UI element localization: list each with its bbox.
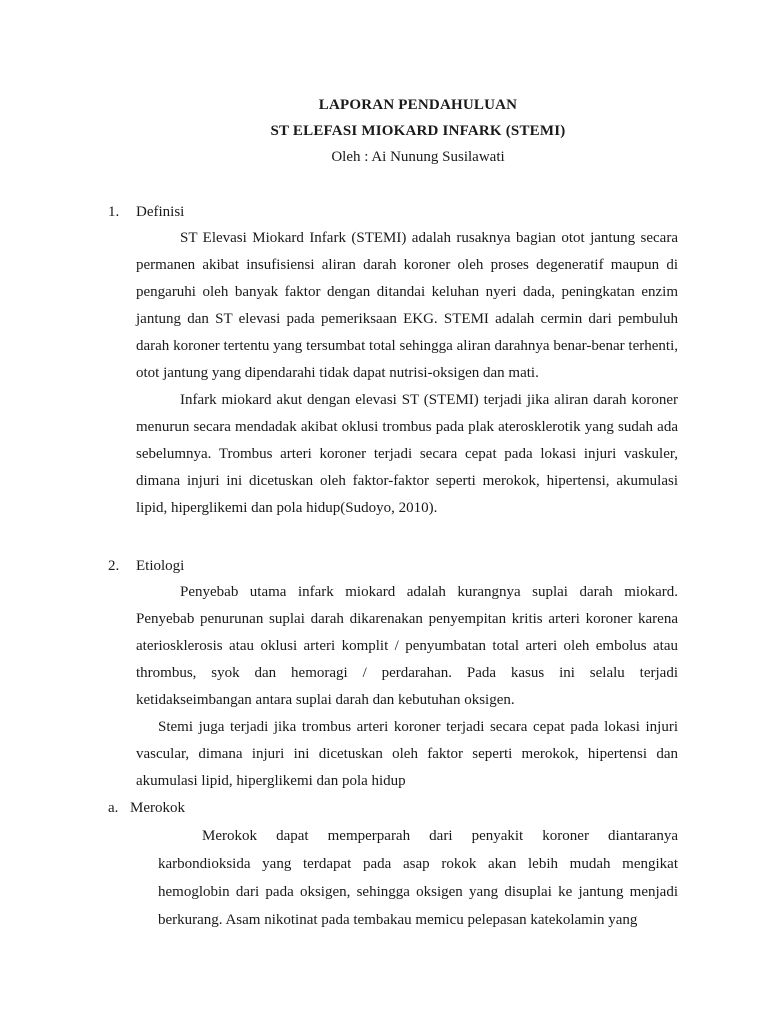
subsection-title: Merokok	[130, 800, 185, 816]
subsection-body-merokok	[158, 822, 678, 934]
subsection-heading-merokok	[108, 795, 678, 822]
section-heading-definisi	[108, 199, 678, 225]
section-heading-etiologi	[108, 553, 678, 579]
paragraph: ST Elevasi Miokard Infark (STEMI) adalah rusaknya bagian otot jantung secara permanen akibat insufisiensi aliran darah koroner oleh proses degeneratif maupun di pengaruhi oleh banyak faktor dengan ditandai keluhan nyeri dada, peningkatan enzim jantung dan ST elevasi pada pemeriksaan EKG. STEMI adalah cermin dari pembuluh darah koroner tertentu yang tersumbat total sehingga aliran darahnya benar-benar terhenti, otot jantung yang dipendarahi tidak dapat nutrisi-oksigen dan mati.	[136, 230, 678, 381]
subsection-letter: a.	[108, 800, 119, 816]
section-body-etiologi	[136, 579, 678, 795]
paragraph: Stemi juga terjadi jika trombus arteri koroner terjadi secara cepat pada lokasi injuri vascular, dimana injuri ini dicetuskan oleh faktor seperti merokok, hipertensi dan akumulasi lipid, hiperglikemi dan pola hidup	[136, 719, 678, 789]
section-number: 1.	[108, 204, 120, 220]
author-line: Oleh : Ai Nunung Susilawati	[331, 149, 505, 165]
paragraph: Merokok dapat memperparah dari penyakit koroner diantaranya karbondioksida yang terdapat pada asap rokok akan lebih mudah mengikat hemoglobin dari pada oksigen, sehingga oksigen yang disuplai ke jantung menjadi berkurang. Asam nikotinat pada tembakau memicu pelepasan katekolamin yang	[158, 828, 678, 928]
section-title: Definisi	[136, 204, 185, 220]
paragraph: Infark miokard akut dengan elevasi ST (STEMI) terjadi jika aliran darah koroner menurun secara mendadak akibat oklusi trombus pada plak aterosklerotik yang sudah ada sebelumnya. Trombus arteri koroner terjadi secara cepat pada lokasi injuri vaskuler, dimana injuri ini dicetuskan oleh faktor-faktor seperti merokok, hipertensi, akumulasi lipid, hiperglikemi dan pola hidup(Sudoyo, 2010).	[136, 392, 678, 516]
title-block	[168, 92, 668, 170]
section-title: Etiologi	[136, 558, 185, 574]
document-title: LAPORAN PENDAHULUAN	[318, 97, 518, 113]
paragraph: Penyebab utama infark miokard adalah kurangnya suplai darah miokard. Penyebab penurunan suplai darah dikarenakan penyempitan kritis arteri koroner karena ateriosklerosis atau oklusi arteri komplit / penyumbatan total arteri oleh embolus atau thrombus, syok dan hemoragi / perdarahan. Pada kasus ini selalu terjadi ketidakseimbangan antara suplai darah dan kebutuhan oksigen.	[136, 584, 678, 708]
document-subtitle: ST ELEFASI MIOKARD INFARK (STEMI)	[270, 123, 566, 139]
section-number: 2.	[108, 558, 120, 574]
section-body-definisi	[136, 225, 678, 522]
